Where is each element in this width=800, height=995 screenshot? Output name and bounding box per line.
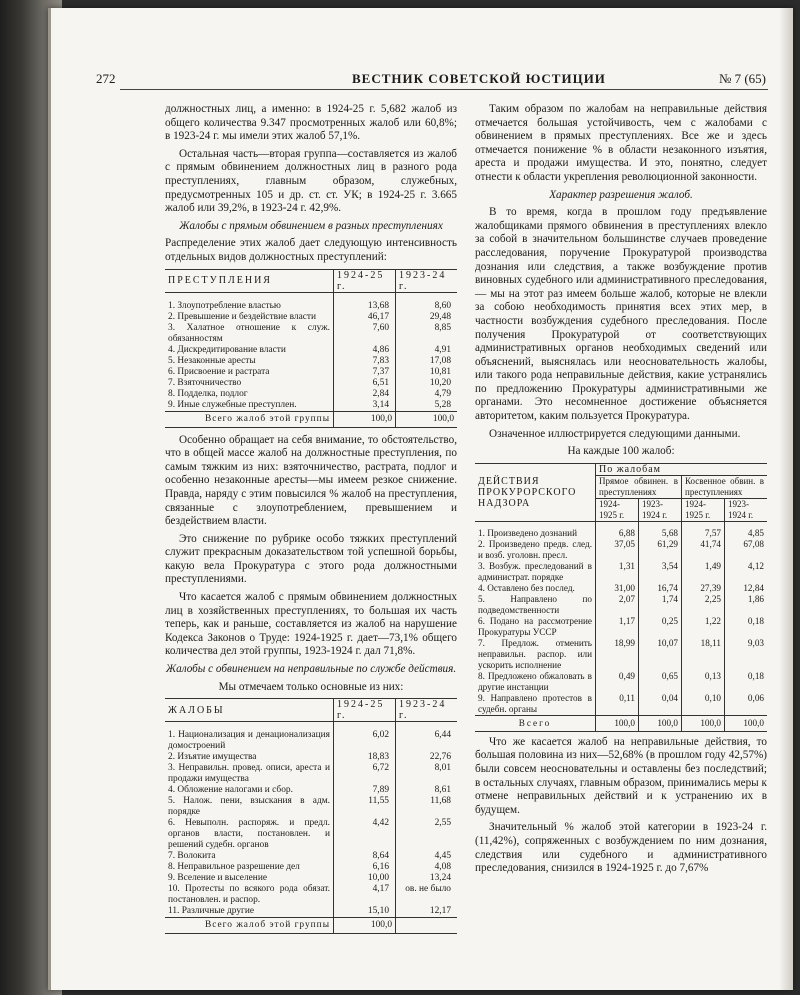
row-label: 8. Подделка, подлог (168, 388, 248, 399)
row-value: 67,08 (725, 539, 768, 561)
row-value: 15,10 (334, 906, 396, 918)
row-value: 8,64 (334, 851, 396, 862)
row-label: 1. Произведено дознаний (478, 527, 577, 538)
row-label: 2. Произведено предв. след. и возб. уголовн. пресл. (478, 538, 592, 560)
table-header-row (165, 269, 457, 292)
table-header: ПРЕСТУПЛЕНИЯ (165, 269, 334, 292)
row-value: 0,65 (639, 671, 682, 693)
total-value: 100,0 (682, 715, 725, 731)
row-label: 5. Направлено по подведомственности (478, 593, 592, 615)
issue-number: № 7 (65) (718, 71, 766, 86)
row-value: 10,07 (639, 638, 682, 671)
right-column (475, 103, 767, 880)
table-row (165, 367, 457, 378)
row-label: 8. Предложено обжаловать в другие инстанции (478, 670, 592, 692)
table-row (475, 671, 767, 693)
row-value: 8,85 (396, 323, 458, 345)
row-value: 13,24 (396, 873, 458, 884)
total-label: Всего (475, 715, 596, 731)
row-value: 22,76 (396, 752, 458, 763)
row-value: 1,74 (639, 594, 682, 616)
table-row (475, 561, 767, 583)
table-total-row (165, 411, 457, 427)
row-value: 0,11 (596, 693, 639, 716)
row-value: 4,86 (334, 345, 396, 356)
row-label: 9. Направлено протестов в судебн. органы (478, 692, 592, 714)
row-value: 7,60 (334, 323, 396, 345)
section-heading: Характер разрешения жалоб. (549, 188, 693, 201)
section-heading: Жалобы с прямым обвинением в разных преступлениях (179, 219, 443, 232)
row-value: 0,10 (682, 693, 725, 716)
year-header: 1923-1924 г. (639, 498, 682, 521)
crimes-table (165, 269, 457, 428)
row-label: 6. Подано на рассмотрение Прокуратуры УССР (478, 615, 592, 637)
row-value: 3,14 (334, 400, 396, 412)
total-value: 100,0 (396, 411, 458, 427)
row-value: 12,17 (396, 906, 458, 918)
table-header: ДЕЙСТВИЯ ПРОКУРОРСКОГО НАДЗОРА (475, 463, 596, 521)
table-row (165, 323, 457, 345)
paragraph: Распределение этих жалоб дает следующую интенсивность отдельных видов должностных преступлений: (165, 237, 457, 263)
row-value: 0,25 (639, 616, 682, 638)
page-edge (779, 8, 793, 990)
table-row (475, 521, 767, 539)
row-label: 3. Халатное отношение к служ. обязанностям (168, 322, 330, 344)
row-value: 1,31 (596, 561, 639, 583)
row-value: 13,68 (334, 292, 396, 312)
row-value: 11,55 (334, 796, 396, 818)
row-value: 3,54 (639, 561, 682, 583)
row-value: 8,61 (396, 785, 458, 796)
table-subheader: Прямое обвинен. в преступлениях (596, 475, 682, 498)
row-value: 4,17 (334, 884, 396, 906)
row-value: 5,28 (396, 400, 458, 412)
table-header: 1923-24 г. (396, 699, 458, 722)
table-row (165, 722, 457, 753)
row-value: 37,05 (596, 539, 639, 561)
year-header: 1923-1924 г. (725, 498, 768, 521)
table-row (165, 312, 457, 323)
journal-title: ВЕСТНИК СОВЕТСКОЙ ЮСТИЦИИ (352, 71, 606, 86)
row-value: 10,81 (396, 367, 458, 378)
row-label: 3. Неправильн. провед. описи, ареста и продажи имущества (168, 763, 330, 785)
row-label: 7. Предлож. отменить неправильн. распор. или ускорить исполнение (478, 637, 592, 670)
row-label: 5. Налож. пени, взыскания в адм. порядке (168, 796, 330, 818)
table-row (165, 862, 457, 873)
table-row (165, 292, 457, 312)
row-value: 0,49 (596, 671, 639, 693)
row-value: 5,68 (639, 521, 682, 539)
total-value: 100,0 (334, 411, 396, 427)
paragraph: должностных лиц, а именно: в 1924-25 г. 5,682 жалоб из общего количества 9.347 просмотренных жалоб или 60,8%; в 1923-24 г. мы имели этих жалоб 57,1%. (165, 103, 457, 143)
row-label: 6. Присвоение и растрата (168, 366, 270, 377)
row-value: 18,83 (334, 752, 396, 763)
row-value: 8,60 (396, 292, 458, 312)
row-value: 0,18 (725, 671, 768, 693)
prosecutor-actions-table (475, 463, 767, 732)
row-label: 7. Взяточничество (168, 377, 242, 388)
total-value: 100,0 (334, 918, 396, 934)
table-row (165, 345, 457, 356)
table-row (165, 884, 457, 906)
row-label: 2. Превышение и бездействие власти (168, 311, 317, 322)
row-value: 1,49 (682, 561, 725, 583)
row-label: 2. Изъятие имущества (168, 752, 257, 763)
year-header: 1924-1925 г. (682, 498, 725, 521)
table-row (475, 583, 767, 594)
row-value: 2,25 (682, 594, 725, 616)
row-value: 6,02 (334, 722, 396, 753)
row-value: 6,44 (396, 722, 458, 753)
row-label: 10. Протесты по всякого рода обязат. постановлен. и распор. (168, 884, 330, 906)
row-label: 11. Различные другие (168, 906, 255, 917)
row-value: 0,18 (725, 616, 768, 638)
row-value: 7,37 (334, 367, 396, 378)
row-value: 4,12 (725, 561, 768, 583)
table-row (475, 616, 767, 638)
row-value: 6,72 (334, 763, 396, 785)
row-value: 16,74 (639, 583, 682, 594)
row-value: 4,08 (396, 862, 458, 873)
paragraph: Что касается жалоб с прямым обвинением должностных лиц в хозяйственных преступлениях, то большая их часть теперь, как и раньше, составляется из жалоб на нарушение Кодекса Законов о Труде: 1924-1925 г. дает—73,1% общего количества дел этой группы, 1923-1924 г. дал 71,8%. (165, 591, 457, 658)
row-value: 27,39 (682, 583, 725, 594)
row-value: 0,06 (725, 693, 768, 716)
row-value: 4,45 (396, 851, 458, 862)
table-header: По жалобам (596, 463, 768, 475)
row-label: 1. Злоупотребление властью (168, 300, 281, 311)
table-row (475, 638, 767, 671)
row-value: 17,08 (396, 356, 458, 367)
table-row (165, 796, 457, 818)
row-label: 3. Возбуж. преследований в администрат. порядке (478, 560, 592, 582)
table-row (165, 818, 457, 851)
total-value: 100,0 (639, 715, 682, 731)
row-label: 7. Волокита (168, 851, 216, 862)
row-value: 6,51 (334, 378, 396, 389)
row-value: 61,29 (639, 539, 682, 561)
table-row (165, 389, 457, 400)
row-label: 1. Национализация и денационализация домостроений (168, 730, 330, 752)
row-label: 8. Неправильное разрешение дел (168, 862, 300, 873)
row-label: 9. Иные служебные преступлен. (168, 399, 297, 410)
row-value: 18,99 (596, 638, 639, 671)
paragraph: В то время, когда в прошлом году предъявление жалобщиками прямого обвинения в преступлениях влекло за собой в значительном большинстве случаев проведение расследования, поручение Прокуратурой производства дознания или следствия, а также возбуждение против виновных судебного или административного преследования, — мы на этот раз имеем больше жалоб, которые не влекли за собою необходимость принятия всех этих мер, в частности возбуждения судебного преследования. После получения Прокуратурой от соответствующих административных органов необходимых сведений или объяснений, выяснялась или неосновательность жалобы, или такого рода неправильные действия, какие устранялись по предложению Прокуратуры административными же органами. Это несомненное достижение объясняется авторитетом, каким пользуется Прокуратура. (475, 206, 767, 423)
row-value: 9,03 (725, 638, 768, 671)
table-header-row (475, 463, 767, 475)
row-value: 1,86 (725, 594, 768, 616)
row-value: 0,04 (639, 693, 682, 716)
row-value: 46,17 (334, 312, 396, 323)
table-row (165, 906, 457, 918)
row-label: 9. Вселение и выселение (168, 873, 268, 884)
table-subheader: Косвенное обвин. в преступлениях (682, 475, 768, 498)
table-total-row (165, 918, 457, 934)
total-value (396, 918, 458, 934)
table-row (165, 785, 457, 796)
year-header: 1924-1925 г. (596, 498, 639, 521)
total-label: Всего жалоб этой группы (165, 411, 334, 427)
row-value: 4,91 (396, 345, 458, 356)
row-value: 10,20 (396, 378, 458, 389)
row-value: 7,83 (334, 356, 396, 367)
table-header-row (165, 699, 457, 722)
paragraph: Мы отмечаем только основные из них: (218, 680, 404, 693)
row-value: 7,89 (334, 785, 396, 796)
header-rule (120, 89, 768, 90)
paragraph: Значительный % жалоб этой категории в 1923-24 г. (11,42%), сопряженных с возбуждением по ним дознания, следствия или судебного и административного преследования, снизился в 1924-1925 г. до 7,67% (475, 821, 767, 875)
row-value: 11,68 (396, 796, 458, 818)
table-header: ЖАЛОБЫ (165, 699, 334, 722)
row-label: 4. Оставлено без послед. (478, 582, 575, 593)
row-value: 2,55 (396, 818, 458, 851)
row-label: 5. Незаконные аресты (168, 355, 256, 366)
row-value: 29,48 (396, 312, 458, 323)
table-row (165, 873, 457, 884)
paragraph: Означенное иллюстрируется следующими данными. (489, 427, 741, 440)
table-row (165, 763, 457, 785)
row-value: 1,17 (596, 616, 639, 638)
row-value: 12,84 (725, 583, 768, 594)
table-row (475, 539, 767, 561)
table-total-row (475, 715, 767, 731)
row-value: 8,01 (396, 763, 458, 785)
table-header: 1924-25 г. (334, 699, 396, 722)
row-value: 2,84 (334, 389, 396, 400)
paragraph: Таким образом по жалобам на неправильные действия отмечается большая устойчивость, чем с жалобами с обвинением в прямых преступлениях. Все же и здесь отмечается понижение % в области незаконного изъятия, ареста и продажи имущества. И это, понятно, следует отнести к области укрепления революционной законности. (475, 103, 767, 183)
table-row (475, 594, 767, 616)
running-header (96, 71, 766, 89)
table-header: 1923-24 г. (396, 269, 458, 292)
row-value: 1,22 (682, 616, 725, 638)
row-value: 2,07 (596, 594, 639, 616)
complaints-table (165, 698, 457, 934)
paragraph: Особенно обращает на себя внимание, то обстоятельство, что в общей массе жалоб на должностные преступления, по самым тяжким из них: взяточничество, растрата, подлог и особенно незаконные аресты—мы имеем резкое снижение. Правда, наряду с этим повысился % жалоб на преступления, связанные с злоупотреблением, превышением и бездействием власти. (165, 433, 457, 528)
row-value: 6,16 (334, 862, 396, 873)
left-column (165, 103, 457, 940)
paragraph: Это снижение по рубрике особо тяжких преступлений служит прекрасным доказательством той успешной борьбы, какую вела Прокуратура с этого рода должностными преступлениями. (165, 532, 457, 586)
table-row (165, 400, 457, 412)
paragraph: Остальная часть—вторая группа—составляется из жалоб с прямым обвинением должностных лиц в разного рода преступлениях, главным образом, служебных, предусмотренных 105 и др. ст. ст. УК; в 1924-25 г. 3.665 жалоб или 39,2%, в 1923-24 г. 42,9%. (165, 147, 457, 215)
table-row (165, 378, 457, 389)
row-value: 7,57 (682, 521, 725, 539)
table-row (475, 693, 767, 716)
row-value: 18,11 (682, 638, 725, 671)
table-row (165, 356, 457, 367)
row-value: ов. не было (396, 884, 458, 906)
total-label: Всего жалоб этой группы (165, 918, 334, 934)
row-value: 41,74 (682, 539, 725, 561)
section-heading: Жалобы с обвинением на неправильные по службе действия. (165, 663, 457, 676)
row-label: 4. Дискредитирование власти (168, 344, 286, 355)
table-row (165, 851, 457, 862)
table-header: 1924-25 г. (334, 269, 396, 292)
row-value: 0,13 (682, 671, 725, 693)
paragraph: Что же касается жалоб на неправильные действия, то большая половина из них—52,68% (в прошлом году 42,57%) были совсем неосновательны и оставлены без последствий; в остальных случаях, главным образом, принимались меры к отмене неправильных действий и к устранению их в будущем. (475, 735, 767, 816)
row-label: 4. Обложение налогами и сбор. (168, 785, 293, 796)
row-value: 4,42 (334, 818, 396, 851)
row-value: 4,85 (725, 521, 768, 539)
row-value: 31,00 (596, 583, 639, 594)
row-label: 6. Невыполн. распоряж. и предл. органов власти, постановлен. и решений судебн. органов (168, 818, 330, 851)
total-value: 100,0 (725, 715, 768, 731)
total-value: 100,0 (596, 715, 639, 731)
table-title: На каждые 100 жалоб: (567, 445, 675, 458)
row-value: 10,00 (334, 873, 396, 884)
page-number: 272 (96, 71, 116, 86)
row-value: 6,88 (596, 521, 639, 539)
row-value: 4,79 (396, 389, 458, 400)
table-row (165, 752, 457, 763)
